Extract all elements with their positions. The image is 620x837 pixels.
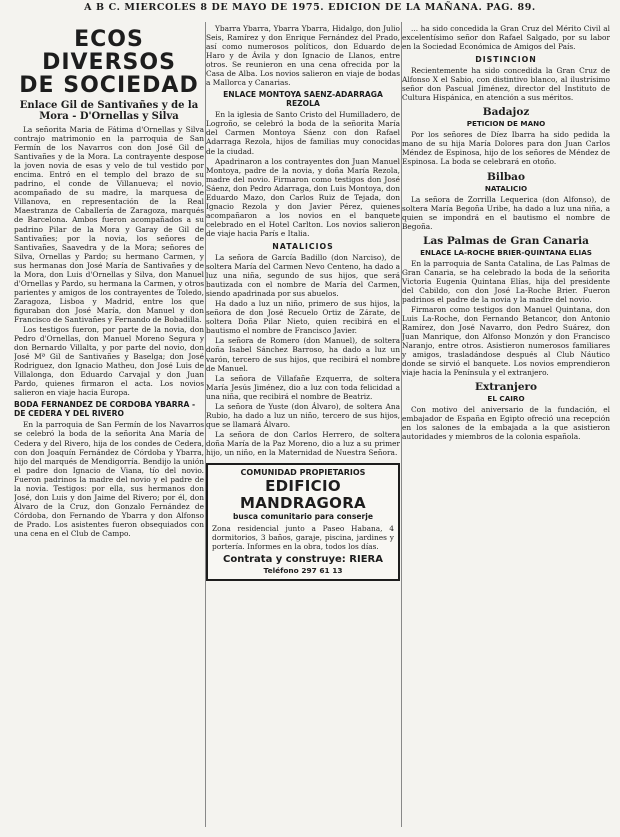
article-paragraph: La señora de Yuste (don Álvaro), de soltera Ana Rubio, ha dado a luz un niño, tercero de sus hijos, que se llamará Álvaro. — [206, 401, 400, 429]
article-headline: ENLACE MONTOYA SAENZ-ADARRAGA REZOLA — [223, 90, 383, 109]
subheading: EL CAIRO — [487, 394, 525, 404]
city-heading: Extranjero — [474, 381, 538, 394]
article-paragraph: La señora de Zorrilla Lequerica (don Alfonso), de soltera María Begoña Uribe, ha dado a luz una niña, a quien se impondrá en el bautismo el nombre de Begoña. — [402, 194, 610, 231]
article-paragraph: Ha dado a luz un niño, primero de sus hijos, la señora de don José Recuelo Ortiz de Zárate, de soltera Doña Pilar Nieto, quien recibirá en el bautismo el nombre de Francisco Javier. — [206, 299, 400, 336]
article-headline: Enlace Gil de Santivañes y de la Mora - D'Ornellas y Silva — [19, 100, 199, 122]
section-title-line-2: DE SOCIEDAD — [19, 73, 199, 98]
article-paragraph: ... ha sido concedida la Gran Cruz del Mérito Civil al excelentísimo señor don Rafael Salgado, por su labor en la Sociedad Económica de Amigos del País. — [402, 24, 610, 52]
subheading: PETICION DE MANO — [466, 119, 546, 129]
subheading: NATALICIO — [484, 183, 528, 193]
section-title-line-1: ECOS DIVERSOS — [42, 27, 176, 75]
column-3 — [402, 24, 610, 829]
article-paragraph: Ybarra Ybarra, Ybarra Ybarra, Hidalgo, don Julio Seis, Ramírez y don Enrique Fernández del Prado, así como numerosos políticos, don Eduardo de Haro y de Ávila y don Ignacio de Llanos, entre otros. Se reunieron en una cena ofrecida por la Casa de Alba. Los novios salieron en viaje de bodas a Mallorca y Canarias. — [206, 24, 400, 88]
article-headline: BODA FERNANDEZ DE CORDOBA YBARRA - DE CEDERA Y DEL RIVERO — [14, 400, 196, 419]
article-paragraph: Recientemente ha sido concedida la Gran Cruz de Alfonso X el Sabio, con distintivo blanco, al ilustrísimo señor don Pascual Jiménez, director del Instituto de Cultura Hispánica, en atención a sus méritos. — [402, 66, 610, 103]
subheading: ENLACE LA-ROCHE BRIER-QUINTANA ELIAS — [420, 247, 592, 257]
city-heading: Badajoz — [482, 106, 530, 119]
article-paragraph: En la parroquia de San Fermín de los Navarros se celebró la boda de la señorita Ana María de Cedera y del Rivero, hija de los condes de Cedera, con don Joaquín Fernández de Córdoba y Ybarra, hijo del marqués de Mendigorría. Bendijo la unión el padre don Ignacio de Viana, tío del novio. Fueron padrinos la madre del novio y el padre de la novia. Testigos: por ella, sus hermanos don José, don Luis y don Jaime del Rivero; por él, don Álvaro de la Cruz, don Gonzalo Fernández de Córdoba, don Fernando de Ybarra y don Alfonso de Prado. Los asistentes fueron obsequiados con una cena en el Club de Campo. — [14, 420, 204, 538]
article-paragraph: La señora de García Badillo (don Narciso), de soltera María del Carmen Nevo Centeno, ha dado a luz una niña, segundo de sus hijos, que será bautizada con el nombre de María del Carmen, siendo apadrinada por sus abuelos. — [206, 252, 400, 299]
ad-body: Zona residencial junto a Paseo Habana, 4 dormitorios, 3 baños, garaje, piscina, jardines y portería. Informes en la obra, todos los días. — [212, 524, 394, 552]
section-title — [14, 28, 204, 97]
section-heading: NATALICIOS — [272, 241, 334, 251]
article-paragraph: La señora de Villafañe Ezquerra, de soltera María Jesús Jiménez, dio a luz con toda felicidad a una niña, que recibirá el nombre de Beatriz. — [206, 373, 400, 401]
article-paragraph: Apadrinaron a los contrayentes don Juan Manuel Montoya, padre de la novia, y doña María Rezola, madre del novio. Firmaron como testigos don José Sáenz, don Pedro Adarraga, don Luis Montoya, don Eduardo Mazo, don Carlos Ruiz de Tejada, don Ignacio Rezola y don Javier Pérez, quienes acompañaron a los novios en el banquete celebrado en el Hotel Carlton. Los novios salieron de viaje hacia París e Italia. — [206, 156, 400, 238]
city-heading: Las Palmas de Gran Canaria — [423, 234, 589, 247]
ad-line: Contrata y construye: RIERA — [223, 554, 383, 566]
article-paragraph: La señorita Maria de Fátima d'Ornellas y Silva contrajo matrimonio en la parroquia de San Fermín de los Navarros con don José Gil de Santivañes y de la Mora. La contrayente despose la joven novia de esas y velo de tul vestido por encima. Entró en el templo del brazo de su padrino, el conde de Villanueva; el novio, acompañado de su madre, la marquesa de Villanova, en representación de la Real Maestranza de Caballería de Zaragoza, marqués de Barcelona. Ambos fueron acompañados a su padrino Pilar de la Mora y Garay de Gil de Santivañes; por la novia, los señores de Santivañes, Saavedra y de la Mora; señores de Silva, Ornellas y Pardo; su hermano Carmen, y sus hermanas don José María de Santivañes y de la Mora, don Luis d'Ornellas y Silva, don Manuel d'Ornellas y Pardo, su hermana la Carmen, y otros parientes y amigos de los contrayentes de Toledo, Zaragoza, Lisboa y Madrid, entre los que figuraban don José María, don Manuel y don Francisco de Santivañes y Fernando de Bobadilla. — [14, 125, 204, 324]
article-paragraph: En la parroquia de Santa Catalina, de Las Palmas de Gran Canaria, se ha celebrado la boda de la señorita Victoria Eugenia Quintana Elías, hija del presidente del Cabildo, con don José La-Roche Brier. Fueron padrinos el padre de la novia y la madre del novio. — [402, 258, 610, 304]
page-header — [0, 2, 620, 20]
ad-line: busca comunitario para conserje — [232, 512, 373, 522]
article-paragraph: Con motivo del aniversario de la fundación, el embajador de España en Egipto ofreció una recepción en los salones de la embajada a la que asistieron autoridades y miembros de la colonia española. — [402, 405, 610, 442]
article-paragraph: La señora de don Carlos Herrero, de soltera doña María de la Paz Moreno, dio a luz a su primer hijo, un niño, en la Maternidad de Nuestra Señora. — [206, 429, 400, 457]
article-paragraph: La señora de Romero (don Manuel), de soltera doña Isabel Sánchez Barroso, ha dado a luz un varón, tercero de sus hijos, que recibirá el nombre de Manuel. — [206, 336, 400, 373]
ad-line: COMUNIDAD PROPIETARIOS — [240, 468, 366, 478]
article-paragraph: Firmaron como testigos don Manuel Quintana, don Luis La-Roche, don Fernando Betancor, don Antonio Ramírez, don José Navarro, don Pedro Suárez, don Juan Manrique, don Alfonso Monzón y don Francisco Naranjo, entre otros. Asistieron numerosos familiares y amigos, trasladándose después al Club Náutico donde se sirvió el banquete. Los novios emprendieron viaje hacia la Península y el extranjero. — [402, 304, 610, 378]
article-paragraph: Por los señores de Díez Ibarra ha sido pedida la mano de su hija María Dolores para don Juan Carlos Méndez de Espinosa, hijo de los señores de Méndez de Espinosa. La boda se celebrará en otoño. — [402, 130, 610, 167]
ad-phone: Teléfono 297 61 13 — [263, 566, 343, 576]
header-line: A B C. MIERCOLES 8 DE MAYO DE 1975. EDICION DE LA MAÑANA. PAG. 89. — [84, 2, 536, 13]
ad-title: EDIFICIO MANDRAGORA — [240, 477, 366, 513]
article-paragraph: Los testigos fueron, por parte de la novia, don Pedro d'Ornellas, don Manuel Moreno Segura y don Bernardo Villalta, y por parte del novio, don José Mª Gil de Santivañes y Baselga; don José Rodriguez, don Ignacio Matheu, don José Luis de Villalonga, don Eduardo Carvajal y don Juan Pardo, quienes firmaron el acta. Los novios salieron en viaje hacia Europa. — [14, 325, 204, 398]
column-2 — [206, 24, 400, 829]
article-paragraph: En la iglesia de Santo Cristo del Humilladero, de Logroño, se celebró la boda de la señorita María del Carmen Montoya Sáenz con don Rafael Adarraga Rezola, hijos de familias muy conocidas de la ciudad. — [206, 110, 400, 156]
section-heading: DISTINCION — [475, 55, 537, 65]
city-heading: Bilbao — [486, 170, 525, 183]
advertisement-box — [206, 463, 400, 581]
column-1 — [14, 24, 204, 829]
